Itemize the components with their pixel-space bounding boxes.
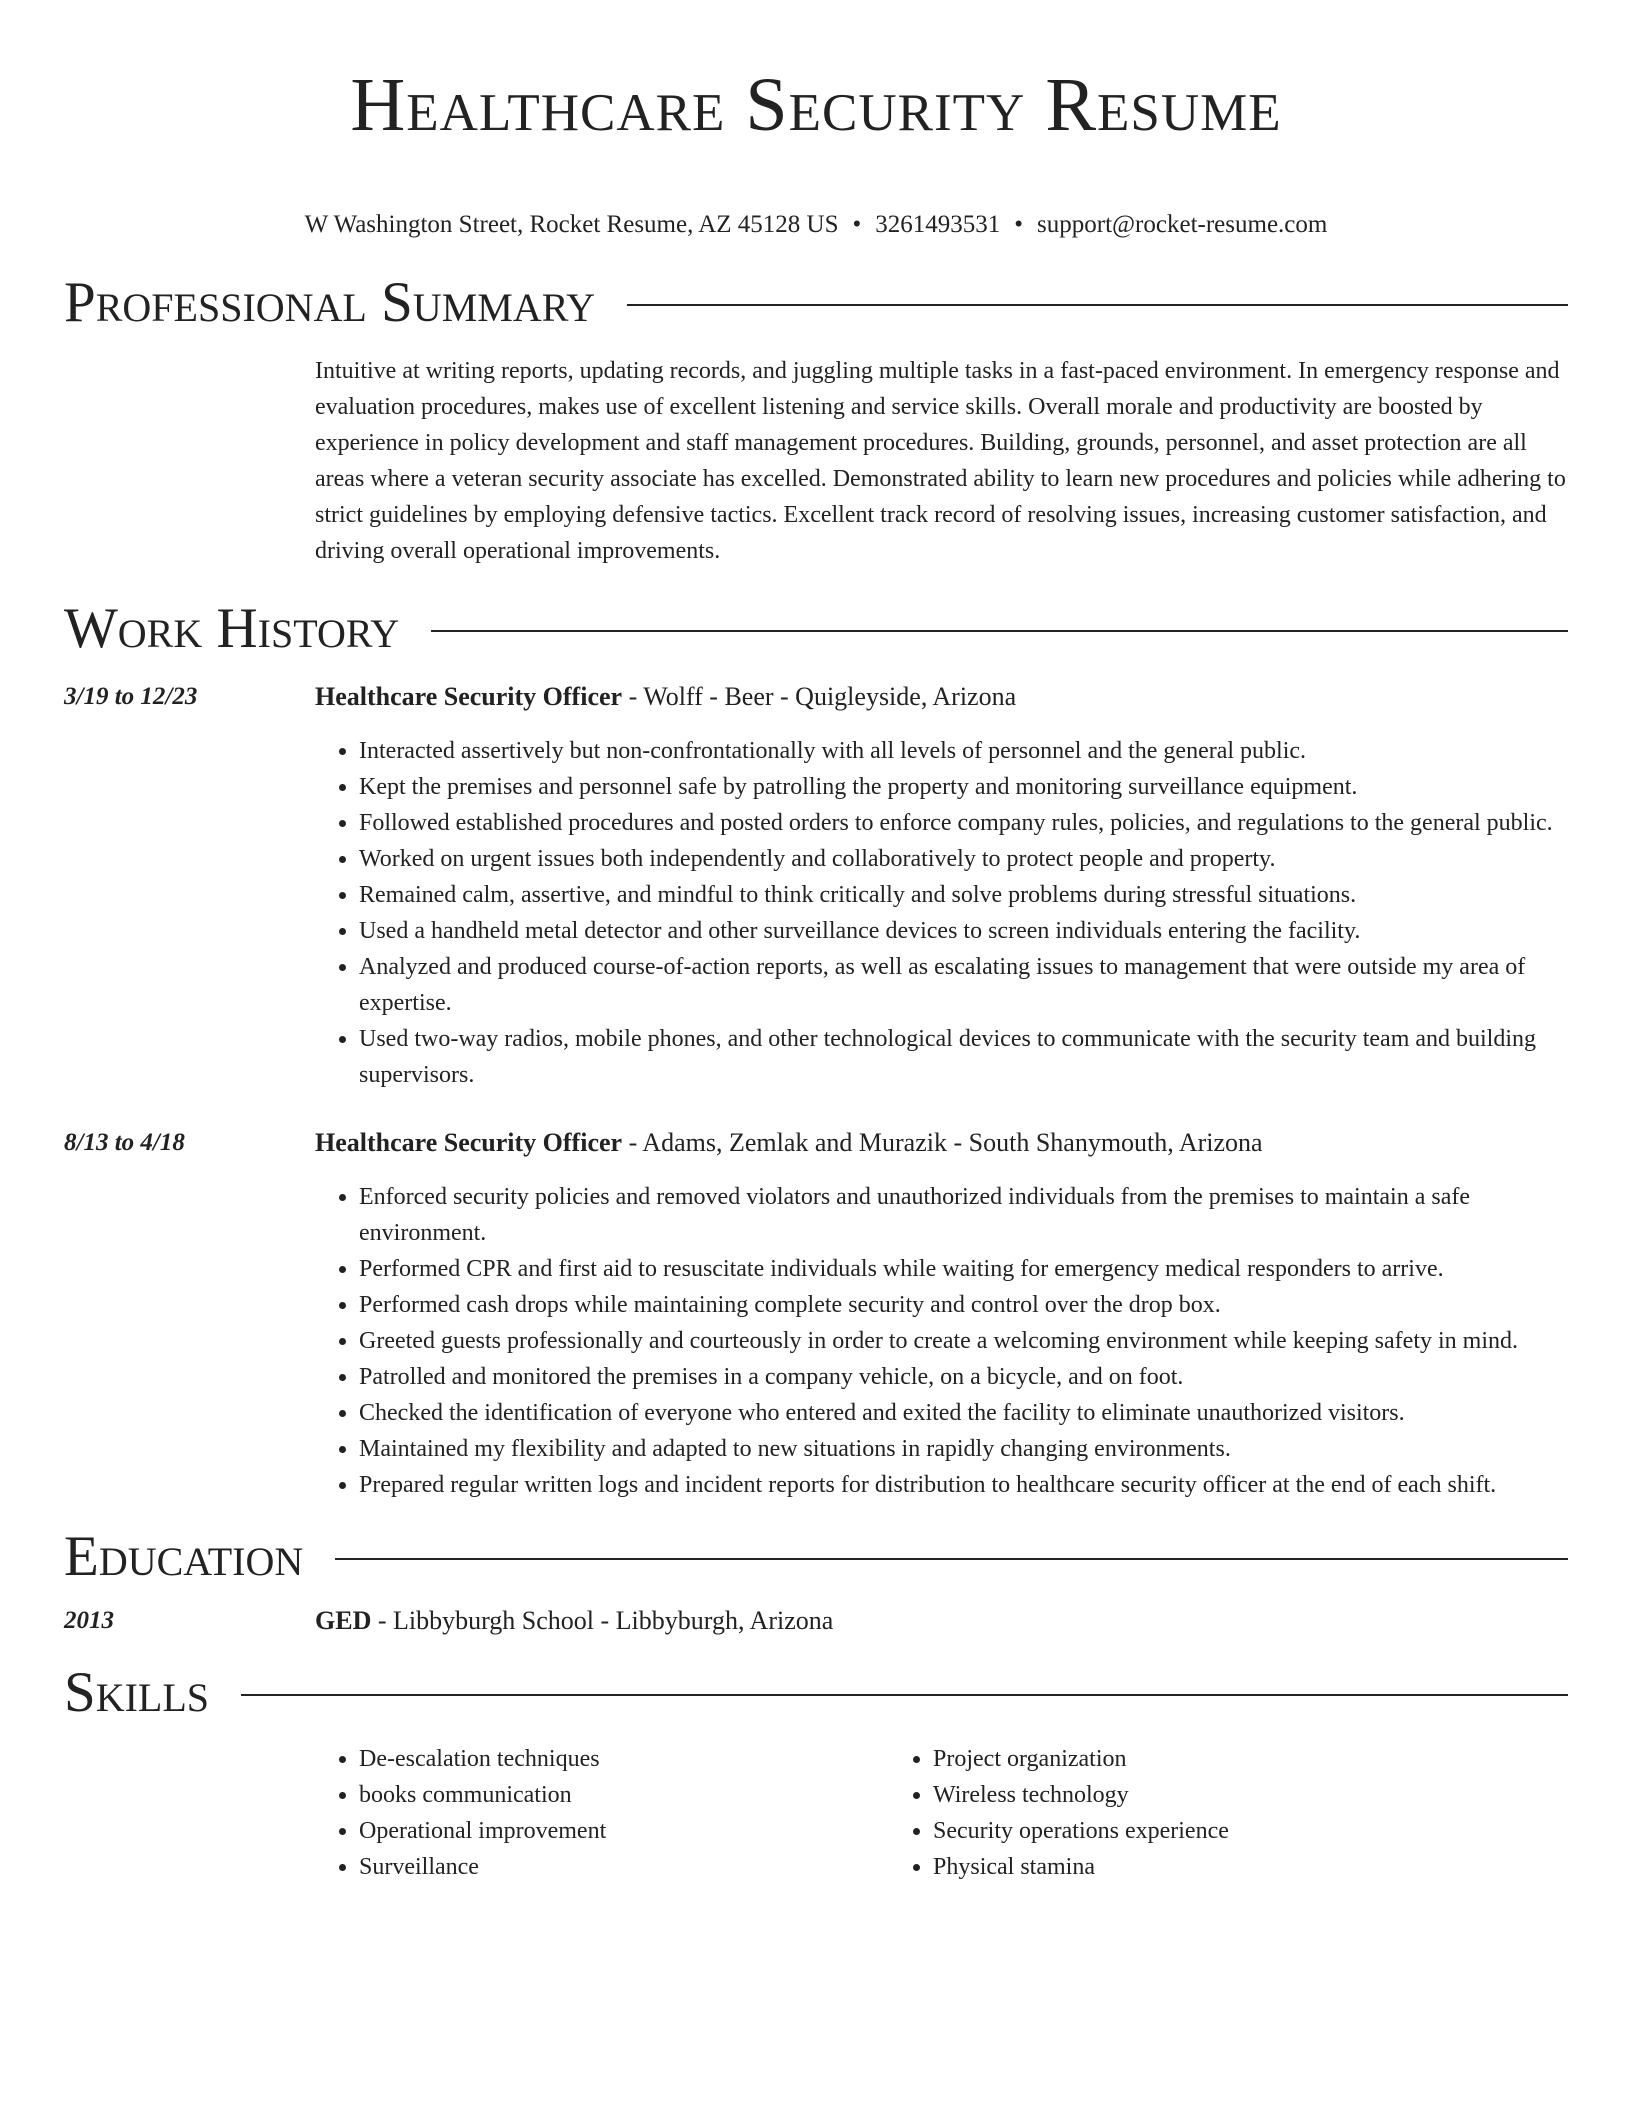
job-details: - Adams, Zemlak and Murazik - South Shanymouth, Arizona [622, 1128, 1263, 1157]
education-entry [64, 1603, 1568, 1639]
section-header-skills [64, 1661, 1568, 1725]
section-header-education [64, 1525, 1568, 1589]
job-bullet: • Patrolled and monitored the premises in a company vehicle, on a bicycle, and on foot. [359, 1359, 1568, 1395]
education-heading [315, 1603, 833, 1639]
skill-item: • Project organization [933, 1741, 1463, 1777]
job-bullet: • Worked on urgent issues both independently and collaboratively to protect people and property. [359, 841, 1568, 877]
job-entry [64, 679, 1568, 1093]
education-degree: GED [315, 1606, 372, 1635]
job-bullet: • Performed CPR and first aid to resuscitate individuals while waiting for emergency medical responders to arrive. [359, 1251, 1568, 1287]
section-header-work [64, 597, 1568, 661]
job-bullet: • Remained calm, assertive, and mindful to think critically and solve problems during stressful situations. [359, 877, 1568, 913]
contact-separator: • [1014, 211, 1024, 238]
contact-phone: 3261493531 [875, 211, 1001, 238]
section-divider [627, 304, 1568, 306]
skill-item: • books communication [359, 1777, 889, 1813]
education-year: 2013 [64, 1607, 114, 1634]
job-bullet: • Interacted assertively but non-confrontationally with all levels of personnel and the general public. [359, 733, 1568, 769]
job-bullet: • Maintained my flexibility and adapted to new situations in rapidly changing environments. [359, 1431, 1568, 1467]
section-divider [241, 1694, 1568, 1696]
skill-item: • De-escalation techniques [359, 1741, 889, 1777]
job-header [64, 1125, 1568, 1161]
summary-text: Intuitive at writing reports, updating records, and juggling multiple tasks in a fast-paced environment. In emergency response and evaluation procedures, makes use of excellent listening and service skills. Overall morale and productivity are boosted by experience in policy development and staff management procedures. Building, grounds, personnel, and asset protection are all areas where a veteran security associate has excelled. Demonstrated ability to learn new procedures and policies while adhering to strict guidelines by employing defensive tactics. Excellent track record of resolving issues, increasing customer satisfaction, and driving overall operational improvements. [315, 358, 1566, 564]
job-title: Healthcare Security Officer [315, 682, 623, 711]
job-bullet: • Used two-way radios, mobile phones, and other technological devices to communicate with the security team and building supervisors. [359, 1021, 1568, 1093]
job-bullet: • Prepared regular written logs and incident reports for distribution to healthcare security officer at the end of each shift. [359, 1467, 1568, 1503]
job-heading [315, 1125, 1263, 1161]
contact-address: W Washington Street, Rocket Resume, AZ 45128 US [304, 211, 839, 238]
section-title-skills: Skills [64, 1661, 210, 1724]
job-bullet: • Enforced security policies and removed violators and unauthorized individuals from the premises to maintain a safe environment. [359, 1179, 1568, 1251]
section-title-education: Education [64, 1525, 304, 1588]
skill-item: • Physical stamina [933, 1849, 1463, 1885]
job-bullets [315, 733, 1568, 1093]
section-header-summary [64, 271, 1568, 335]
skills-column-right [889, 1741, 1463, 1885]
job-entry [64, 1125, 1568, 1503]
skill-item: • Surveillance [359, 1849, 889, 1885]
resume-title: Healthcare Security Resume [350, 63, 1282, 147]
job-bullet: • Checked the identification of everyone who entered and exited the facility to eliminate unauthorized visitors. [359, 1395, 1568, 1431]
job-bullet: • Analyzed and produced course-of-action reports, as well as escalating issues to management that were outside my area of expertise. [359, 949, 1568, 1021]
contact-email: support@rocket-resume.com [1037, 211, 1328, 238]
section-divider [431, 630, 1568, 632]
section-title-work: Work History [64, 597, 400, 660]
skill-item: • Security operations experience [933, 1813, 1463, 1849]
section-title-summary: Professional Summary [64, 271, 596, 334]
job-bullet: • Used a handheld metal detector and other surveillance devices to screen individuals entering the facility. [359, 913, 1568, 949]
job-dates: 8/13 to 4/18 [64, 1129, 185, 1156]
job-bullet: • Followed established procedures and posted orders to enforce company rules, policies, and regulations to the general public. [359, 805, 1568, 841]
section-divider [335, 1558, 1568, 1560]
education-details: - Libbyburgh School - Libbyburgh, Arizona [371, 1606, 834, 1635]
skill-item: • Wireless technology [933, 1777, 1463, 1813]
job-details: - Wolff - Beer - Quigleyside, Arizona [622, 682, 1017, 711]
job-heading [315, 679, 1016, 715]
contact-line [64, 210, 1568, 240]
skills-list [315, 1741, 1568, 1885]
contact-separator: • [852, 211, 862, 238]
skills-column-left [315, 1741, 889, 1885]
job-header [64, 679, 1568, 715]
job-bullet: • Performed cash drops while maintaining complete security and control over the drop box. [359, 1287, 1568, 1323]
job-bullets [315, 1179, 1568, 1503]
job-bullet: • Kept the premises and personnel safe by patrolling the property and monitoring surveillance equipment. [359, 769, 1568, 805]
job-dates: 3/19 to 12/23 [64, 683, 198, 710]
job-bullet: • Greeted guests professionally and courteously in order to create a welcoming environment while keeping safety in mind. [359, 1323, 1568, 1359]
skill-item: • Operational improvement [359, 1813, 889, 1849]
job-title: Healthcare Security Officer [315, 1128, 623, 1157]
